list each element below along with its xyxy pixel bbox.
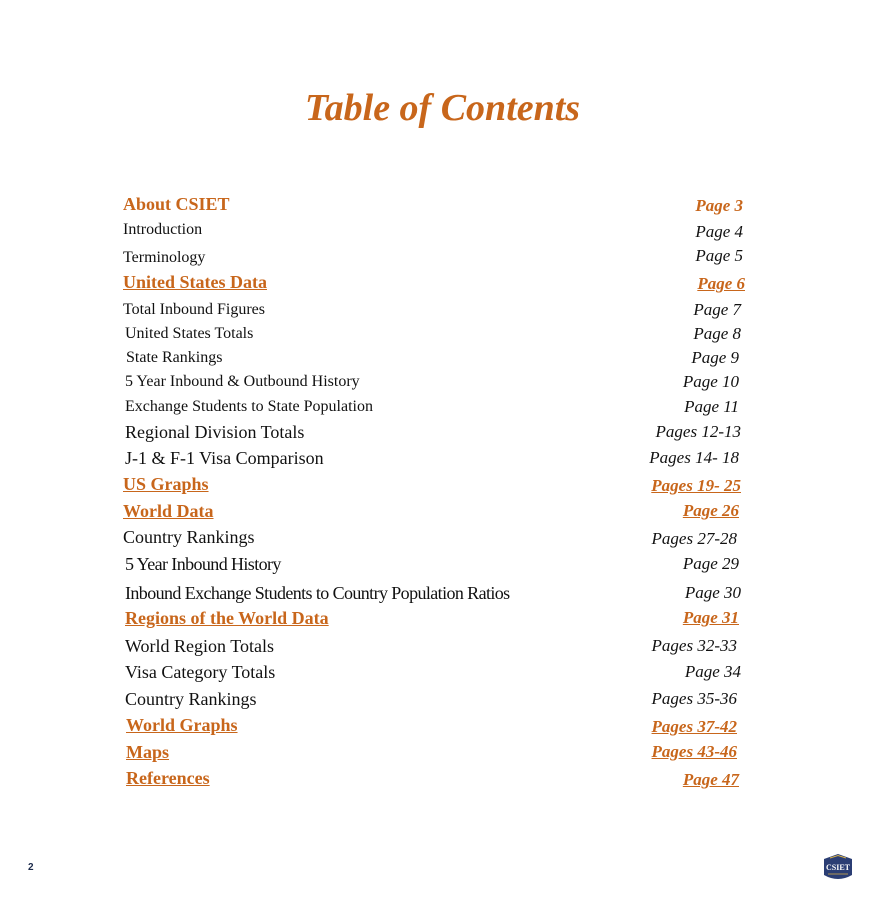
toc-page: Pages 43-46 [651, 742, 737, 761]
toc-label: World Graphs [126, 715, 238, 735]
toc-item-exchange-students-state-population[interactable] [125, 395, 747, 419]
page-number: 2 [28, 862, 34, 873]
toc-section-world-data[interactable] [123, 499, 747, 523]
toc-item-world-region-totals[interactable] [125, 634, 747, 658]
toc-item-visa-comparison[interactable] [125, 446, 747, 470]
toc-item-5-year-history[interactable] [125, 370, 747, 394]
toc-item-regional-division-totals[interactable] [125, 420, 747, 444]
toc-page: Pages 37-42 [651, 717, 737, 736]
toc-section-maps[interactable] [126, 740, 747, 764]
toc-page: Page 31 [682, 608, 739, 627]
toc-page: Pages 32-33 [651, 636, 737, 655]
toc-label: World Region Totals [125, 636, 274, 656]
toc-page: Pages 19- 25 [651, 476, 741, 495]
toc-item-total-inbound-figures[interactable] [123, 298, 747, 322]
toc-label: State Rankings [126, 349, 223, 366]
logo-text: CSIET [825, 863, 851, 872]
toc-item-united-states-totals[interactable] [125, 322, 747, 346]
toc-section-world-graphs[interactable] [126, 713, 747, 737]
toc-page: Page 6 [697, 274, 745, 293]
toc-page: Page 8 [693, 324, 741, 343]
toc-item-terminology[interactable] [123, 244, 747, 268]
toc-page: Page 34 [684, 662, 741, 681]
toc-label: References [126, 768, 210, 788]
toc-item-state-rankings[interactable] [126, 346, 747, 370]
toc-item-country-rankings-regions[interactable] [125, 687, 747, 711]
toc-label: Regional Division Totals [125, 422, 305, 442]
toc-label: United States Totals [125, 325, 254, 342]
toc-page: Page 10 [682, 372, 739, 391]
toc-label: World Data [123, 501, 214, 521]
toc-label: Inbound Exchange Students to Country Population Ratios [125, 583, 510, 603]
csiet-logo-icon [822, 853, 854, 883]
toc-label: About CSIET [123, 194, 230, 214]
toc-page: Page 4 [695, 222, 743, 241]
toc-section-references[interactable] [126, 766, 747, 790]
toc-page: Page 26 [682, 501, 739, 520]
toc-page: Page 7 [693, 300, 741, 319]
toc-page: Page 30 [684, 583, 741, 602]
toc-label: 5 Year Inbound History [125, 554, 281, 574]
toc-page: Page 3 [695, 196, 743, 215]
toc-label: 5 Year Inbound & Outbound History [125, 373, 360, 390]
toc-item-5-year-inbound-history[interactable] [125, 552, 747, 576]
toc-section-about-csiet[interactable] [123, 192, 747, 216]
toc-label: Exchange Students to State Population [125, 398, 373, 415]
page-title: Table of Contents [304, 87, 581, 129]
toc-item-introduction[interactable] [123, 218, 747, 242]
toc-page: Page 47 [682, 770, 739, 789]
toc-label: Regions of the World Data [125, 608, 329, 628]
toc-label: Terminology [123, 249, 206, 266]
toc-label: J-1 & F-1 Visa Comparison [125, 448, 324, 468]
toc-label: US Graphs [123, 474, 209, 494]
toc-label: Introduction [123, 221, 203, 238]
toc-page: Pages 14- 18 [649, 448, 739, 467]
toc-label: Maps [126, 742, 170, 762]
toc-label: Country Rankings [125, 689, 257, 709]
toc-item-visa-category-totals[interactable] [125, 660, 747, 684]
toc-page: Page 5 [695, 246, 743, 265]
toc-page: Pages 35-36 [651, 689, 737, 708]
toc-label: Total Inbound Figures [123, 301, 265, 318]
toc-page: Pages 27-28 [651, 529, 737, 548]
toc-label: Country Rankings [123, 527, 255, 547]
toc-item-population-ratios[interactable] [125, 581, 747, 605]
toc-page: Page 29 [682, 554, 739, 573]
toc-section-us-graphs[interactable] [123, 472, 747, 496]
toc-item-country-rankings[interactable] [123, 525, 747, 549]
toc-page: Page 11 [684, 397, 739, 416]
toc-label: United States Data [123, 272, 267, 292]
toc-page: Pages 12-13 [655, 422, 741, 441]
toc-page: Page 9 [691, 348, 739, 367]
toc-label: Visa Category Totals [125, 662, 276, 682]
toc-section-regions-of-the-world[interactable] [125, 606, 747, 630]
toc-section-united-states-data[interactable] [123, 270, 747, 294]
